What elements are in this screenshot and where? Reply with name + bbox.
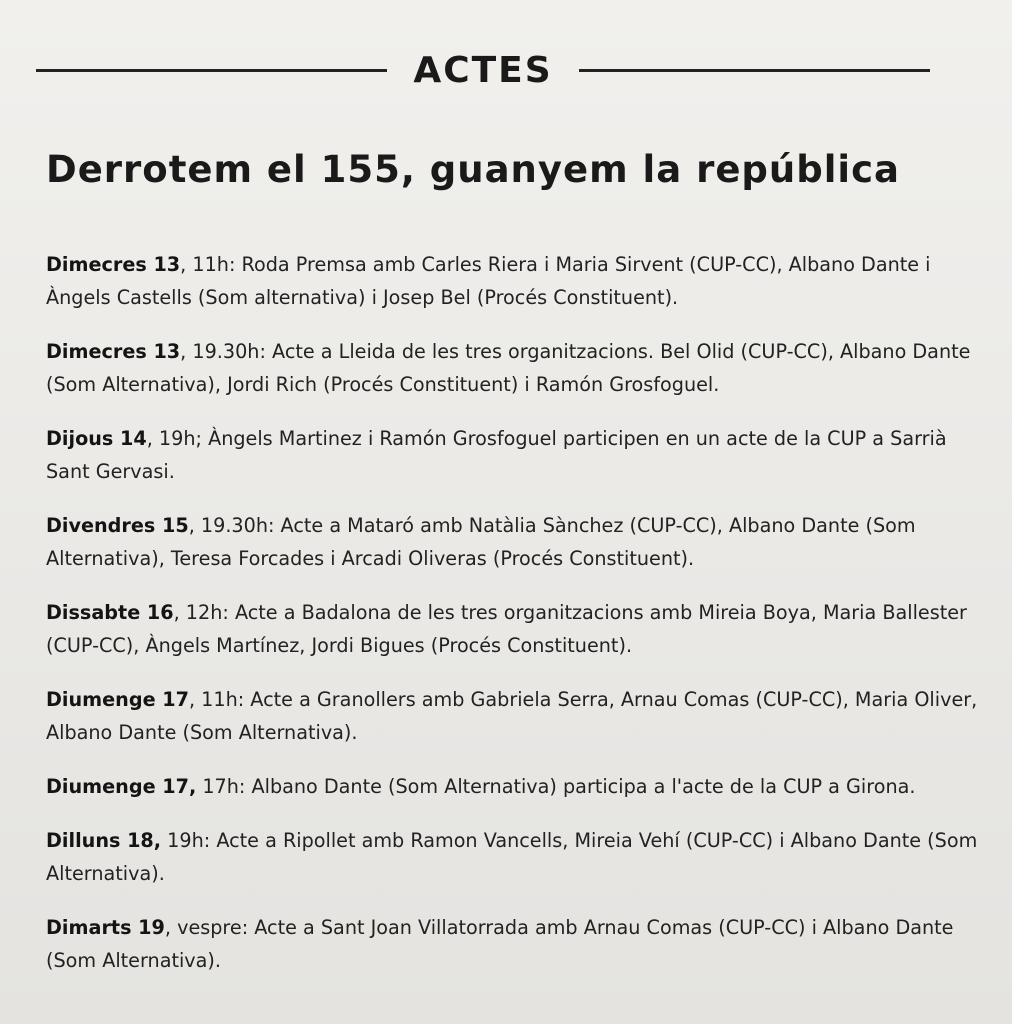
event-day: Dimecres 13: [46, 253, 181, 276]
event-item: [46, 335, 986, 401]
event-item: [46, 911, 986, 977]
event-item: [46, 509, 986, 575]
header-rule-left: [36, 69, 387, 72]
section-header: [36, 48, 930, 92]
event-day: Dissabte 16: [46, 601, 174, 624]
event-item: [46, 596, 986, 662]
event-day: Dimecres 13: [46, 340, 181, 363]
event-item: [46, 683, 986, 749]
event-day: Diumenge 17,: [46, 775, 197, 798]
event-text: , vespre: Acte a Sant Joan Villatorrada amb Arnau Comas (CUP-CC) i Albano Dante (Som Alternativa).: [46, 916, 954, 972]
headline: Derrotem el 155, guanyem la república: [46, 148, 900, 191]
event-text: 17h: Albano Dante (Som Alternativa) participa a l'acte de la CUP a Girona.: [196, 775, 916, 798]
event-item: [46, 248, 986, 314]
section-title: ACTES: [413, 49, 553, 91]
event-text: , 19h; Àngels Martinez i Ramón Grosfoguel participen en un acte de la CUP a Sarrià Sant Gervasi.: [46, 427, 947, 483]
event-text: , 11h: Acte a Granollers amb Gabriela Serra, Arnau Comas (CUP-CC), Maria Oliver, Albano Dante (Som Alternativa).: [46, 688, 978, 744]
event-day: Dilluns 18,: [46, 829, 162, 852]
event-text: , 11h: Roda Premsa amb Carles Riera i Maria Sirvent (CUP-CC), Albano Dante i Àngels Castells (Som alternativa) i Josep Bel (Procés Constituent).: [46, 253, 931, 309]
event-text: , 19.30h: Acte a Lleida de les tres organitzacions. Bel Olid (CUP-CC), Albano Dante (Som Alternativa), Jordi Rich (Procés Constituent) i Ramón Grosfoguel.: [46, 340, 971, 396]
event-text: , 19.30h: Acte a Mataró amb Natàlia Sànchez (CUP-CC), Albano Dante (Som Alternativa), Teresa Forcades i Arcadi Oliveras (Procés Constituent).: [46, 514, 916, 570]
events-list: [46, 248, 986, 998]
event-day: Divendres 15: [46, 514, 189, 537]
event-text: , 12h: Acte a Badalona de les tres organitzacions amb Mireia Boya, Maria Ballester (CUP-CC), Àngels Martínez, Jordi Bigues (Procés Constituent).: [46, 601, 967, 657]
event-day: Dimarts 19: [46, 916, 165, 939]
event-day: Diumenge 17: [46, 688, 189, 711]
event-text: 19h: Acte a Ripollet amb Ramon Vancells, Mireia Vehí (CUP-CC) i Albano Dante (Som Alternativa).: [46, 829, 978, 885]
event-item: [46, 422, 986, 488]
event-item: [46, 824, 986, 890]
header-rule-right: [579, 69, 930, 72]
event-day: Dijous 14: [46, 427, 147, 450]
event-item: [46, 770, 986, 803]
